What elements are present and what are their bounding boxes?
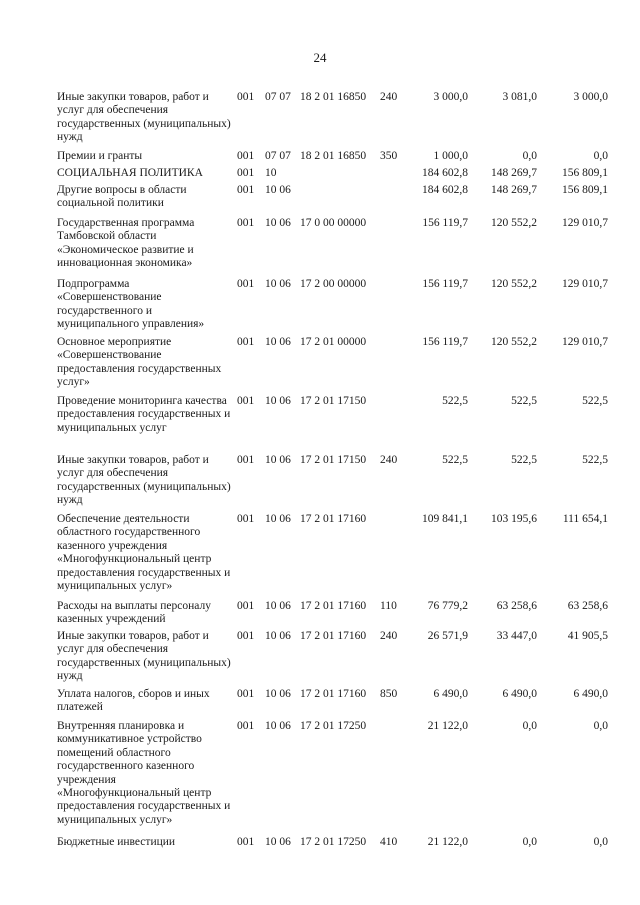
row-value-year1: 26 571,9 <box>427 630 468 642</box>
row-value-year2: 0,0 <box>522 150 537 162</box>
row-expense-type: 110 <box>380 600 397 612</box>
row-value-year3: 0,0 <box>593 150 608 162</box>
row-target-code: 17 2 01 17150 <box>300 454 367 466</box>
row-section-code: 10 06 <box>265 600 291 612</box>
row-value-year2: 6 490,0 <box>502 688 537 700</box>
row-value-year2: 522,5 <box>511 395 537 407</box>
row-value-year3: 63 258,6 <box>567 600 608 612</box>
row-admin-code: 001 <box>237 278 255 290</box>
row-target-code: 17 2 01 17150 <box>300 395 367 407</box>
row-section-code: 07 07 <box>265 91 291 103</box>
row-value-year2: 120 552,2 <box>491 336 537 348</box>
row-value-year1: 76 779,2 <box>427 600 468 612</box>
row-value-year1: 109 841,1 <box>422 513 468 525</box>
row-admin-code: 001 <box>237 836 255 848</box>
row-value-year1: 3 000,0 <box>433 91 468 103</box>
row-name: Бюджетные инвестиции <box>57 836 176 848</box>
row-section-code: 10 06 <box>265 395 291 407</box>
row-value-year1: 21 122,0 <box>427 720 468 732</box>
row-value-year2: 120 552,2 <box>491 217 537 229</box>
row-name: Уплата налогов, сборов и иных платежей <box>57 688 210 714</box>
row-value-year1: 156 119,7 <box>422 278 468 290</box>
row-admin-code: 001 <box>237 600 255 612</box>
row-name: Подпрограмма «Совершенствование государственного и муниципального управления» <box>57 278 205 331</box>
row-value-year3: 0,0 <box>593 720 608 732</box>
row-section-code: 10 06 <box>265 184 291 196</box>
row-name: Проведение мониторинга качества предоставления государственных и муниципальных услуг <box>57 395 231 434</box>
row-value-year1: 21 122,0 <box>427 836 468 848</box>
row-admin-code: 001 <box>237 720 255 732</box>
row-name: Государственная программа Тамбовской области «Экономическое развитие и инновационная экономика» <box>57 217 195 270</box>
row-value-year1: 156 119,7 <box>422 217 468 229</box>
row-name: СОЦИАЛЬНАЯ ПОЛИТИКА <box>57 167 203 179</box>
row-name: Расходы на выплаты персоналу казенных учреждений <box>57 600 211 626</box>
row-value-year3: 3 000,0 <box>573 91 608 103</box>
row-name: Внутренняя планировка и коммуникативное устройство помещений областного государственного казенного учреждения «Многофункциональный центр предоставления государственных и муниципальных услуг» <box>57 720 231 826</box>
row-target-code: 17 2 01 17160 <box>300 688 367 700</box>
row-value-year3: 522,5 <box>582 395 608 407</box>
row-admin-code: 001 <box>237 688 255 700</box>
row-value-year2: 148 269,7 <box>491 167 537 179</box>
row-value-year2: 63 258,6 <box>496 600 537 612</box>
row-section-code: 10 06 <box>265 836 291 848</box>
row-value-year1: 156 119,7 <box>422 336 468 348</box>
row-expense-type: 240 <box>380 454 398 466</box>
row-name: Иные закупки товаров, работ и услуг для обеспечения государственных (муниципальных) нужд <box>57 91 231 144</box>
row-admin-code: 001 <box>237 150 255 162</box>
row-value-year3: 522,5 <box>582 454 608 466</box>
page-number: 24 <box>313 50 327 65</box>
row-admin-code: 001 <box>237 184 255 196</box>
row-target-code: 18 2 01 16850 <box>300 91 367 103</box>
row-target-code: 17 2 01 17250 <box>300 836 367 848</box>
row-value-year3: 129 010,7 <box>562 278 608 290</box>
row-target-code: 17 2 01 17160 <box>300 513 367 525</box>
row-value-year2: 103 195,6 <box>491 513 537 525</box>
row-value-year2: 0,0 <box>522 720 537 732</box>
row-value-year1: 184 602,8 <box>422 184 468 196</box>
row-section-code: 10 06 <box>265 454 291 466</box>
row-section-code: 10 06 <box>265 630 291 642</box>
row-value-year3: 0,0 <box>593 836 608 848</box>
row-target-code: 17 0 00 00000 <box>300 217 367 229</box>
row-section-code: 10 06 <box>265 513 291 525</box>
row-value-year3: 6 490,0 <box>573 688 608 700</box>
row-target-code: 17 2 01 17160 <box>300 630 367 642</box>
row-target-code: 18 2 01 16850 <box>300 150 367 162</box>
row-value-year2: 148 269,7 <box>491 184 537 196</box>
row-expense-type: 410 <box>380 836 398 848</box>
row-value-year1: 6 490,0 <box>433 688 468 700</box>
row-target-code: 17 2 01 17160 <box>300 600 367 612</box>
row-section-code: 10 06 <box>265 278 291 290</box>
row-value-year3: 41 905,5 <box>567 630 608 642</box>
row-section-code: 10 <box>265 167 277 179</box>
row-value-year2: 120 552,2 <box>491 278 537 290</box>
row-value-year2: 0,0 <box>522 836 537 848</box>
row-admin-code: 001 <box>237 513 255 525</box>
row-value-year3: 129 010,7 <box>562 217 608 229</box>
row-admin-code: 001 <box>237 91 255 103</box>
row-section-code: 10 06 <box>265 336 291 348</box>
row-target-code: 17 2 01 17250 <box>300 720 367 732</box>
row-section-code: 10 06 <box>265 720 291 732</box>
row-name: Другие вопросы в области социальной политики <box>57 184 187 210</box>
row-section-code: 10 06 <box>265 217 291 229</box>
row-value-year2: 3 081,0 <box>502 91 537 103</box>
row-admin-code: 001 <box>237 167 255 179</box>
row-expense-type: 350 <box>380 150 398 162</box>
row-expense-type: 850 <box>380 688 398 700</box>
row-value-year2: 33 447,0 <box>496 630 537 642</box>
row-admin-code: 001 <box>237 630 255 642</box>
row-expense-type: 240 <box>380 630 398 642</box>
row-value-year3: 129 010,7 <box>562 336 608 348</box>
row-admin-code: 001 <box>237 395 255 407</box>
row-value-year1: 1 000,0 <box>433 150 468 162</box>
row-target-code: 17 2 01 00000 <box>300 336 367 348</box>
row-admin-code: 001 <box>237 336 255 348</box>
row-value-year1: 522,5 <box>442 454 468 466</box>
row-value-year1: 184 602,8 <box>422 167 468 179</box>
row-section-code: 07 07 <box>265 150 291 162</box>
row-value-year2: 522,5 <box>511 454 537 466</box>
row-value-year1: 522,5 <box>442 395 468 407</box>
row-value-year3: 111 654,1 <box>562 513 608 525</box>
row-expense-type: 240 <box>380 91 398 103</box>
row-name: Обеспечение деятельности областного государственного казенного учреждения «Многофункциональный центр предоставления государственных и муниципальных услуг» <box>57 513 231 593</box>
row-name: Премии и гранты <box>57 150 143 162</box>
row-admin-code: 001 <box>237 454 255 466</box>
row-target-code: 17 2 00 00000 <box>300 278 367 290</box>
row-section-code: 10 06 <box>265 688 291 700</box>
row-admin-code: 001 <box>237 217 255 229</box>
row-value-year3: 156 809,1 <box>562 184 608 196</box>
row-value-year3: 156 809,1 <box>562 167 608 179</box>
row-name: Иные закупки товаров, работ и услуг для обеспечения государственных (муниципальных) нужд <box>57 454 231 507</box>
row-name: Иные закупки товаров, работ и услуг для обеспечения государственных (муниципальных) нужд <box>57 630 231 683</box>
row-name: Основное мероприятие «Совершенствование предоставления государственных услуг» <box>57 336 222 389</box>
